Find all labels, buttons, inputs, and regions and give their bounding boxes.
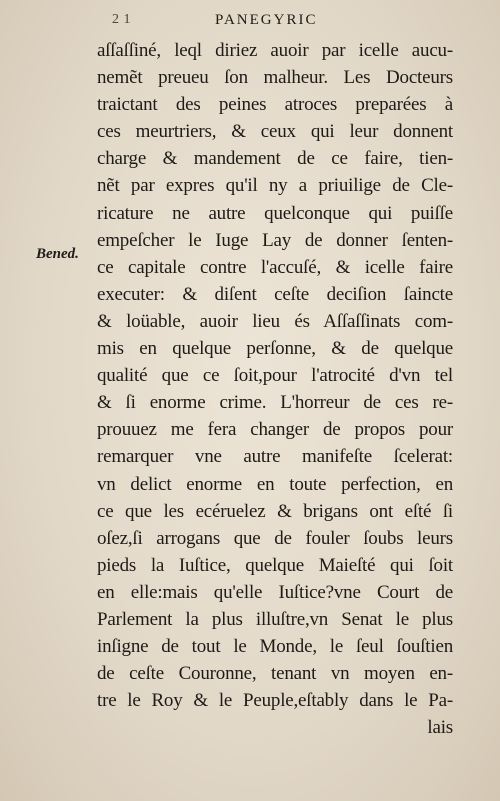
text-line: charge & mandement de ce faire, tien- (97, 148, 453, 170)
margin-note: Bened. (36, 246, 79, 262)
text-line: traictant des peines atroces preparées à (97, 94, 453, 116)
text-line: nemẽt preueu ſon malheur. Les Docteurs (97, 67, 453, 89)
text-line: & loüable, auoir lieu és Aſſaſſinats com- (97, 310, 453, 332)
running-title: PANEGYRIC (215, 12, 318, 28)
text-line: en elle:mais qu'elle Iuſtice?vne Court de (97, 581, 453, 603)
text-line: inſigne de tout le Monde, le ſeul ſouſtien (97, 636, 453, 658)
text-line: ricature ne autre quelconque qui puiſſe (97, 202, 453, 224)
text-line: & ſi enorme crime. L'horreur de ces re- (97, 392, 453, 414)
text-line: empeſcher le Iuge Lay de donner ſenten- (97, 229, 453, 251)
text-line: mis en quelque perſonne, & de quelque (97, 338, 453, 360)
text-line: aſſaſſiné, leql diriez auoir par icelle aucu- (97, 40, 453, 61)
text-line: nẽt par expres qu'il ny a priuilige de Cle- (97, 175, 453, 197)
text-line: de ceſte Couronne, tenant vn moyen en- (97, 663, 453, 685)
text-line: executer: & diſent ceſte deciſion ſaincte (97, 283, 453, 305)
text-line: pieds la Iuſtice, quelque Maieſté qui ſoit (97, 554, 453, 576)
text-line: ces meurtriers, & ceux qui leur donnent (97, 121, 453, 143)
text-line: oſez,ſi arrogans que de fouler ſoubs leurs (97, 527, 453, 549)
page-number: 2 1 (112, 12, 131, 27)
text-line: ce que les ecéruelez & brigans ont eſté ſi (97, 500, 453, 522)
text-line: prouuez me fera changer de propos pour (97, 419, 453, 441)
text-line: ce capitale contre l'accuſé, & icelle faire (97, 256, 453, 278)
text-line: Parlement la plus illuſtre,vn Senat le plus (97, 608, 453, 630)
body-text (97, 37, 453, 741)
text-line: qualité que ce ſoit,pour l'atrocité d'vn tel (97, 365, 453, 387)
catchword: lais (427, 717, 453, 739)
text-line: remarquer vne autre manifeſte ſcelerat: (97, 446, 453, 468)
text-line: vn delict enorme en toute perfection, en (97, 473, 453, 495)
text-line: tre le Roy & le Peuple,eſtably dans le Pa- (97, 690, 453, 712)
